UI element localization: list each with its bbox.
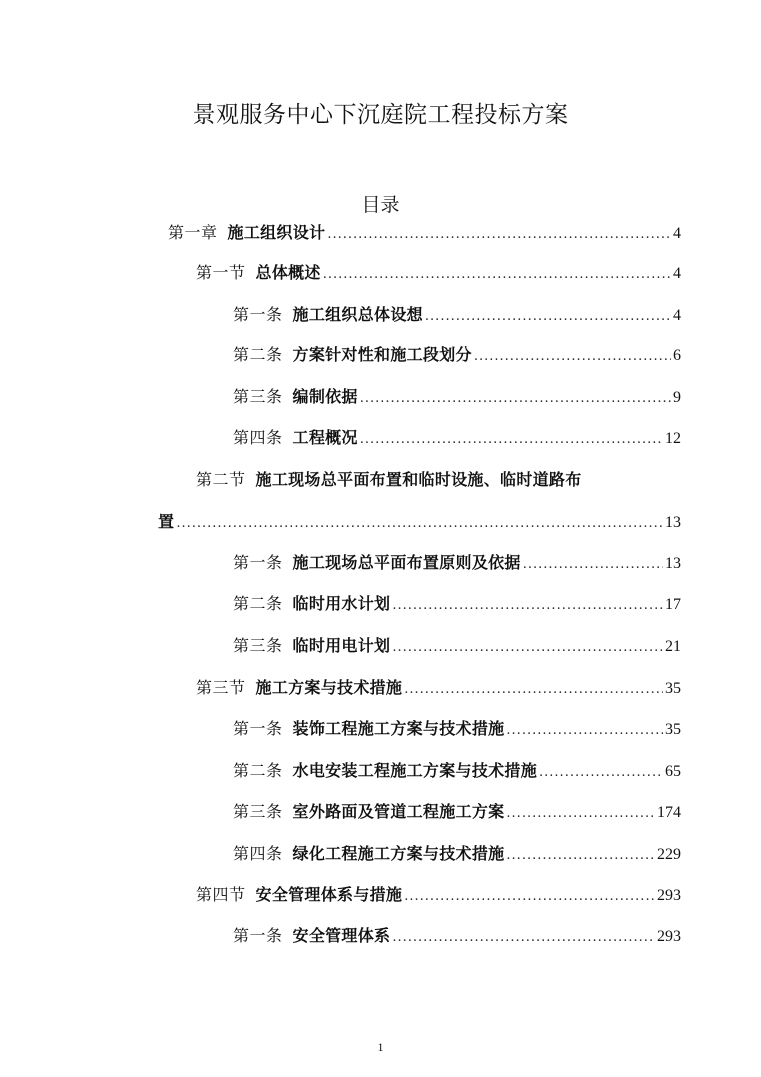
toc-heading: 目录: [361, 194, 400, 216]
toc-entry-section-1[interactable]: [196, 263, 681, 285]
toc-entry-article[interactable]: [233, 305, 681, 327]
toc-entry-title: 安全管理体系: [292, 926, 391, 945]
toc-entry-page: 6: [673, 347, 681, 364]
toc-entry-title: 施工组织总体设想: [292, 305, 423, 324]
toc-dot-leader: [474, 347, 671, 367]
toc-entry-chapter-1[interactable]: [168, 223, 681, 245]
toc-entry-page: 12: [665, 430, 681, 447]
toc-dot-leader: [392, 928, 655, 948]
toc-entry-title: 临时用电计划: [292, 636, 391, 655]
toc-dot-leader: [360, 430, 663, 450]
toc-entry-section-4[interactable]: [196, 885, 681, 907]
toc-entry-article[interactable]: [233, 553, 681, 575]
toc-entry-number: 第二条: [233, 761, 283, 780]
toc-entry-page: 35: [665, 680, 681, 697]
toc-entry-number: 第一章: [168, 223, 218, 242]
toc-entry-article[interactable]: [233, 594, 681, 616]
toc-entry-article[interactable]: [233, 761, 681, 783]
toc-dot-leader: [506, 846, 655, 866]
toc-entry-title: 施工方案与技术措施: [255, 678, 403, 697]
toc-entry-number: 第三条: [233, 802, 283, 821]
toc-entry-page: 65: [665, 763, 681, 780]
toc-dot-leader: [327, 225, 671, 245]
toc-entry-title: 水电安装工程施工方案与技术措施: [292, 761, 538, 780]
document-title: 景观服务中心下沉庭院工程投标方案: [192, 102, 569, 128]
toc-entry-title: 编制依据: [292, 387, 358, 406]
page-number: 1: [377, 1040, 384, 1054]
toc-dot-leader: [404, 680, 663, 700]
toc-entry-title: 临时用水计划: [292, 594, 391, 613]
toc-entry-page: 4: [673, 265, 681, 282]
toc-entry-number: 第二条: [233, 594, 283, 613]
toc-entry-page: 13: [665, 555, 681, 572]
toc-entry-page: 4: [673, 225, 681, 242]
toc-entry-page: 17: [665, 596, 681, 613]
toc-entry-page: 293: [657, 928, 681, 945]
toc-entry-section-3[interactable]: [196, 678, 681, 700]
toc-entry-title-continued: 置: [158, 512, 175, 531]
toc-dot-leader: [176, 514, 663, 534]
toc-dot-leader: [404, 887, 655, 907]
toc-dot-leader: [360, 389, 671, 409]
toc-entry-article[interactable]: [233, 387, 681, 409]
toc-dot-leader: [523, 555, 663, 575]
toc-entry-number: 第一条: [233, 553, 283, 572]
toc-entry-page: 174: [657, 804, 681, 821]
toc-entry-title: 安全管理体系与措施: [255, 885, 403, 904]
toc-dot-leader: [392, 596, 663, 616]
toc-entry-number: 第三节: [196, 678, 246, 697]
toc-entry-title: 施工现场总平面布置原则及依据: [292, 553, 521, 572]
toc-entry-title: 总体概述: [255, 263, 321, 282]
toc-dot-leader: [323, 265, 671, 285]
toc-entry-number: 第二条: [233, 345, 283, 364]
toc-entry-article[interactable]: [233, 345, 681, 367]
toc-entry-page: 4: [673, 307, 681, 324]
toc-entry-number: 第四节: [196, 885, 246, 904]
toc-entry-number: 第四条: [233, 428, 283, 447]
toc-entry-number: 第一条: [233, 926, 283, 945]
toc-entry-section-2-continued[interactable]: [158, 512, 681, 534]
toc-entry-page: 229: [657, 846, 681, 863]
toc-entry-number: 第一节: [196, 263, 246, 282]
toc-entry-title: 工程概况: [292, 428, 358, 447]
toc-entry-title: 装饰工程施工方案与技术措施: [292, 719, 505, 738]
toc-entry-number: 第一条: [233, 305, 283, 324]
toc-entry-page: 35: [665, 721, 681, 738]
toc-dot-leader: [425, 307, 671, 327]
toc-entry-title: 施工组织设计: [227, 223, 326, 242]
toc-entry-article[interactable]: [233, 428, 681, 450]
toc-entry-page: 9: [673, 389, 681, 406]
toc-dot-leader: [392, 638, 663, 658]
toc-dot-leader: [506, 721, 663, 741]
toc-entry-article[interactable]: [233, 802, 681, 824]
toc-entry-number: 第一条: [233, 719, 283, 738]
toc-entry-article[interactable]: [233, 719, 681, 741]
toc-entry-number: 第三条: [233, 636, 283, 655]
toc-entry-article[interactable]: [233, 926, 681, 948]
toc-dot-leader: [506, 804, 655, 824]
toc-entry-page: 13: [665, 514, 681, 531]
toc-entry-title: 室外路面及管道工程施工方案: [292, 802, 505, 821]
toc-entry-article[interactable]: [233, 844, 681, 866]
toc-entry-page: 293: [657, 887, 681, 904]
toc-entry-page: 21: [665, 638, 681, 655]
toc-entry-number: 第二节: [196, 470, 246, 489]
toc-entry-title: 方案针对性和施工段划分: [292, 345, 472, 364]
toc-entry-article[interactable]: [233, 636, 681, 658]
toc-entry-number: 第四条: [233, 844, 283, 863]
toc-dot-leader: [539, 763, 663, 783]
toc-entry-title: 施工现场总平面布置和临时设施、临时道路布: [255, 470, 582, 489]
toc-entry-number: 第三条: [233, 387, 283, 406]
toc-entry-title: 绿化工程施工方案与技术措施: [292, 844, 505, 863]
toc-entry-section-2[interactable]: [196, 470, 582, 490]
